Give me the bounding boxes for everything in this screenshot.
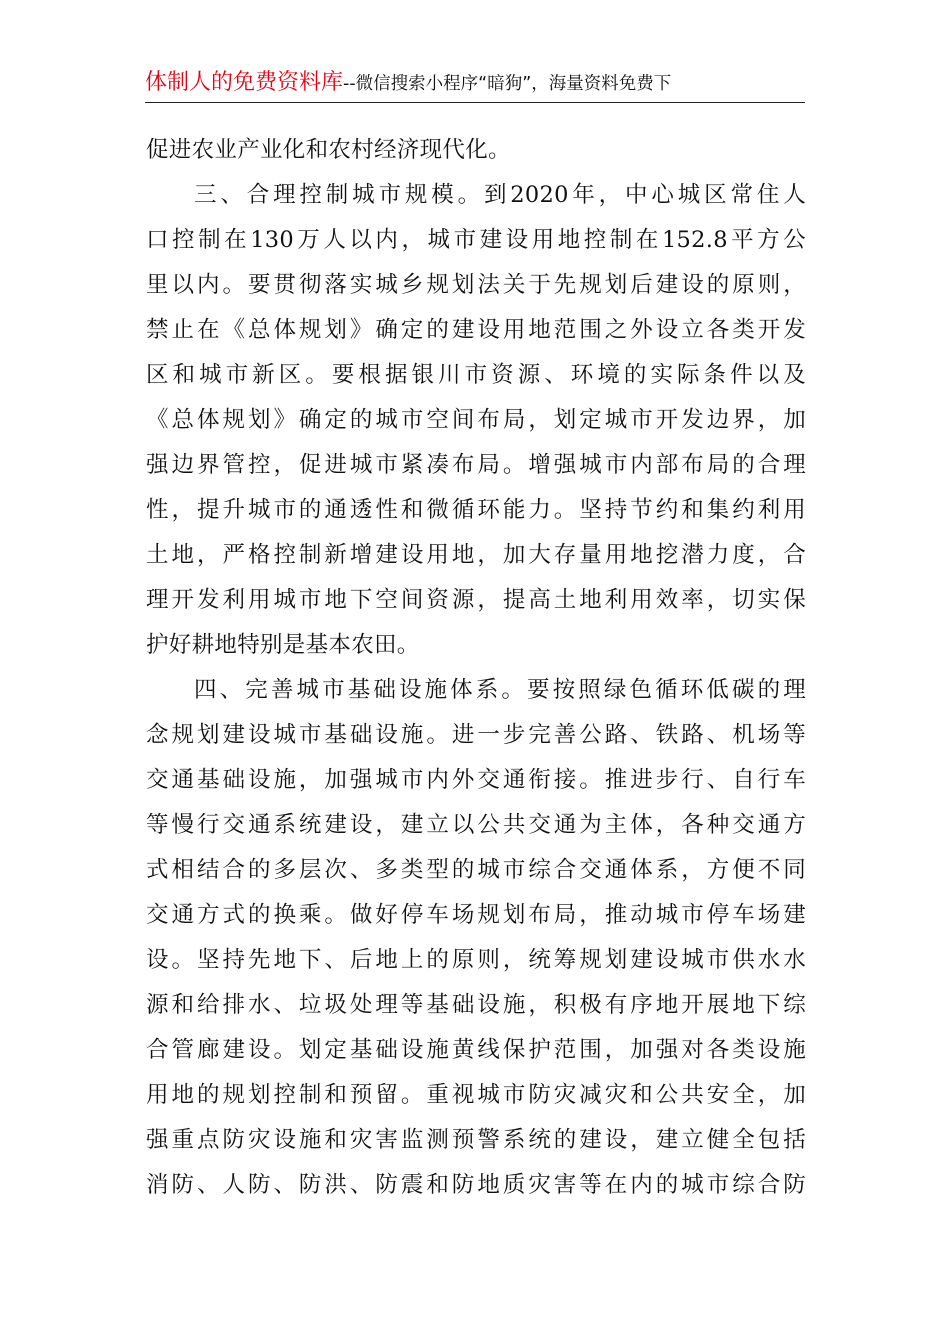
header-brand: 体制人的免费资料库 (145, 70, 344, 95)
page-header (145, 68, 805, 103)
header-note: --微信搜索小程序“暗狗”，海量资料免费下 (343, 74, 672, 94)
text-line: 里以内。要贯彻落实城乡规划法关于先规划后建设的原则， (146, 272, 806, 298)
text-line: 强边界管控，促进城市紧凑布局。增强城市内部布局的合理 (146, 452, 806, 478)
document-body (146, 128, 806, 1208)
text-line: 理开发利用城市地下空间资源，提高土地利用效率，切实保 (146, 587, 806, 613)
text-line: 念规划建设城市基础设施。进一步完善公路、铁路、机场等 (146, 722, 806, 748)
text-line: 区和城市新区。要根据银川市资源、环境的实际条件以及 (146, 362, 806, 388)
text-line: 用地的规划控制和预留。重视城市防灾减灾和公共安全，加 (146, 1082, 806, 1108)
text-line: 强重点防灾设施和灾害监测预警系统的建设，建立健全包括 (146, 1127, 806, 1153)
text-line: 四、完善城市基础设施体系。要按照绿色循环低碳的理 (194, 677, 806, 703)
text-line: 促进农业产业化和农村经济现代化。 (146, 137, 511, 163)
text-line: 式相结合的多层次、多类型的城市综合交通体系，方便不同 (146, 857, 806, 883)
text-line: 消防、人防、防洪、防震和防地质灾害等在内的城市综合防 (146, 1172, 806, 1198)
text-line: 交通基础设施，加强城市内外交通衔接。推进步行、自行车 (146, 767, 806, 793)
text-line: 《总体规划》确定的城市空间布局，划定城市开发边界，加 (146, 407, 806, 433)
text-line: 口控制在130万人以内，城市建设用地控制在152.8平方公 (146, 227, 806, 253)
text-line: 源和给排水、垃圾处理等基础设施，积极有序地开展地下综 (146, 992, 806, 1018)
text-line: 交通方式的换乘。做好停车场规划布局，推动城市停车场建 (146, 902, 806, 928)
text-line: 护好耕地特别是基本农田。 (146, 632, 420, 658)
text-line: 禁止在《总体规划》确定的建设用地范围之外设立各类开发 (146, 317, 806, 343)
text-line: 设。坚持先地下、后地上的原则，统筹规划建设城市供水水 (146, 947, 806, 973)
text-line: 土地，严格控制新增建设用地，加大存量用地挖潜力度，合 (146, 542, 806, 568)
text-line: 合管廊建设。划定基础设施黄线保护范围，加强对各类设施 (146, 1037, 806, 1063)
text-line: 等慢行交通系统建设，建立以公共交通为主体，各种交通方 (146, 812, 806, 838)
text-line: 性，提升城市的通透性和微循环能力。坚持节约和集约利用 (146, 497, 806, 523)
text-line: 三、合理控制城市规模。到2020年，中心城区常住人 (194, 182, 806, 208)
